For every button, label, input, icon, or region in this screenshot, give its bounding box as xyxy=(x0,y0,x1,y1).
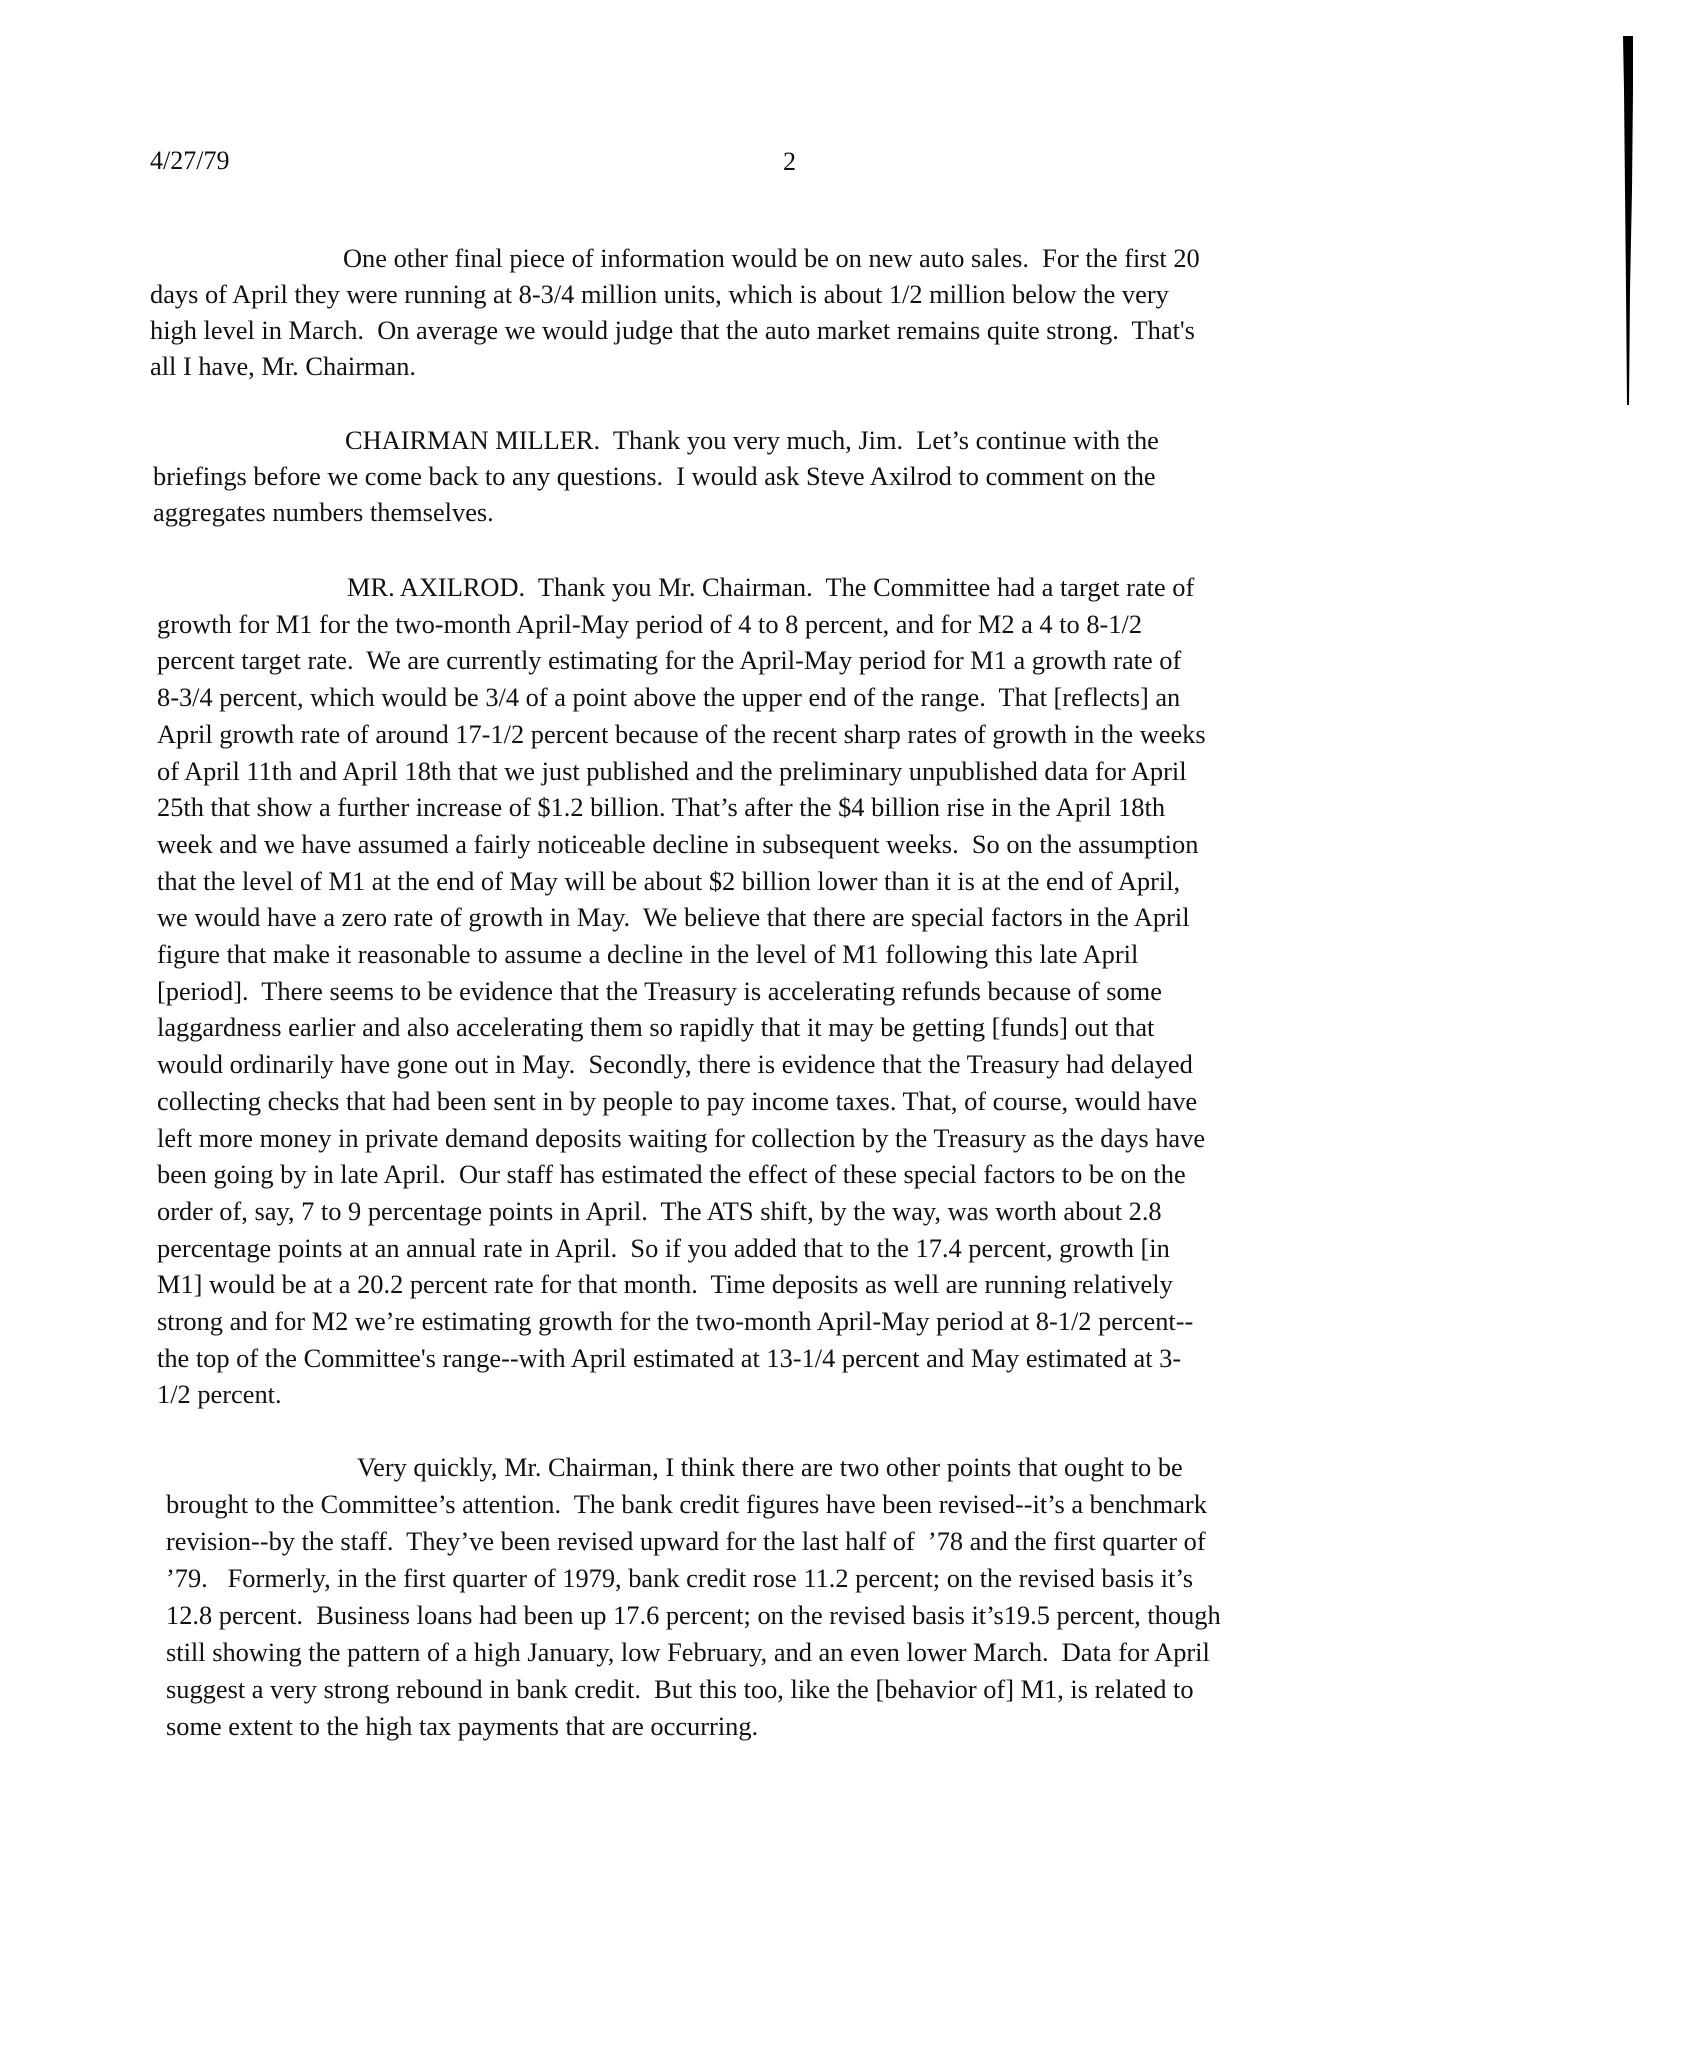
paragraph-line: some extent to the high tax payments that are occurring. xyxy=(166,1711,759,1741)
paragraph-line: suggest a very strong rebound in bank credit. But this too, like the [behavior of] M1, is related to xyxy=(166,1674,1194,1704)
paragraph-line: would ordinarily have gone out in May. Secondly, there is evidence that the Treasury had delayed xyxy=(157,1049,1193,1080)
paragraph-line: One other final piece of information would be on new auto sales. For the first 20 xyxy=(343,243,1200,273)
paragraph-line: order of, say, 7 to 9 percentage points in April. The ATS shift, by the way, was worth about 2.8 xyxy=(157,1195,1162,1226)
paragraph-line: 25th that show a further increase of $1.2 billion. That’s after the $4 billion rise in the April 18th xyxy=(157,792,1166,823)
paragraph-line: of April 11th and April 18th that we just published and the preliminary unpublished data for April xyxy=(157,755,1187,786)
paragraph-line: all I have, Mr. Chairman. xyxy=(150,351,417,381)
paragraph-line: we would have a zero rate of growth in May. We believe that there are special factors in the April xyxy=(157,902,1190,933)
paragraph-line: ’79. Formerly, in the first quarter of 1979, bank credit rose 11.2 percent; on the revised basis it’s xyxy=(166,1563,1194,1593)
paragraph-line: aggregates numbers themselves. xyxy=(153,497,494,527)
paragraph-line: that the level of M1 at the end of May will be about $2 billion lower than it is at the end of April, xyxy=(157,865,1181,896)
page-number: 2 xyxy=(783,147,796,176)
paragraph-line: percentage points at an annual rate in April. So if you added that to the 17.4 percent, growth [in xyxy=(157,1232,1170,1263)
margin-bar-shape xyxy=(1623,36,1633,405)
paragraph-line: growth for M1 for the two-month April-May period of 4 to 8 percent, and for M2 a 4 to 8-1/2 xyxy=(157,608,1143,639)
paragraph-line: 8-3/4 percent, which would be 3/4 of a point above the upper end of the range. That [reflects] an xyxy=(157,682,1181,713)
paragraph-line: CHAIRMAN MILLER. Thank you very much, Jim. Let’s continue with the xyxy=(345,425,1159,455)
paragraph-line: percent target rate. We are currently estimating for the April-May period for M1 a growth rate of xyxy=(157,645,1182,676)
paragraph-line: Very quickly, Mr. Chairman, I think there are two other points that ought to be xyxy=(357,1452,1183,1482)
paragraph-line: figure that make it reasonable to assume a decline in the level of M1 following this late April xyxy=(157,939,1139,969)
header-date: 4/27/79 xyxy=(150,146,230,175)
paragraph-line: the top of the Committee's range--with April estimated at 13-1/4 percent and May estimated at 3- xyxy=(157,1342,1182,1373)
paragraph-line: laggardness earlier and also accelerating them so rapidly that it may be getting [funds] out that xyxy=(157,1012,1155,1043)
paragraph-line: high level in March. On average we would judge that the auto market remains quite strong. That's xyxy=(150,315,1195,345)
paragraph-line: M1] would be at a 20.2 percent rate for that month. Time deposits as well are running relatively xyxy=(157,1269,1173,1300)
paragraph-line: been going by in late April. Our staff has estimated the effect of these special factors to be on the xyxy=(157,1159,1186,1190)
paragraph-line: MR. AXILROD. Thank you Mr. Chairman. The Committee had a target rate of xyxy=(347,572,1195,602)
paragraph-line: [period]. There seems to be evidence that the Treasury is accelerating refunds because of some xyxy=(157,975,1162,1006)
paragraph-line: briefings before we come back to any questions. I would ask Steve Axilrod to comment on the xyxy=(153,461,1156,491)
paragraph-line: brought to the Committee’s attention. The bank credit figures have been revised--it’s a benchmark xyxy=(166,1489,1207,1519)
paragraph-line: 1/2 percent. xyxy=(157,1379,282,1410)
paragraph-line: left more money in private demand deposits waiting for collection by the Treasury as the days have xyxy=(157,1122,1206,1153)
paragraph-line: revision--by the staff. They’ve been revised upward for the last half of ’78 and the first quarter of xyxy=(166,1526,1206,1556)
paragraph-line: 12.8 percent. Business loans had been up 17.6 percent; on the revised basis it’s19.5 percent, though xyxy=(166,1600,1221,1630)
paragraph-line: April growth rate of around 17-1/2 percent because of the recent sharp rates of growth in the weeks xyxy=(157,718,1206,749)
paragraph-line: days of April they were running at 8-3/4 million units, which is about 1/2 million below the very xyxy=(150,279,1169,309)
paragraph-line: strong and for M2 we’re estimating growth for the two-month April-May period at 8-1/2 percent-- xyxy=(157,1306,1194,1336)
margin-bar-mark xyxy=(1615,30,1645,410)
paragraph-line: week and we have assumed a fairly noticeable decline in subsequent weeks. So on the assumption xyxy=(157,828,1199,859)
paragraph-line: still showing the pattern of a high January, low February, and an even lower March. Data for April xyxy=(166,1637,1210,1667)
paragraph-line: collecting checks that had been sent in by people to pay income taxes. That, of course, would have xyxy=(157,1085,1198,1116)
